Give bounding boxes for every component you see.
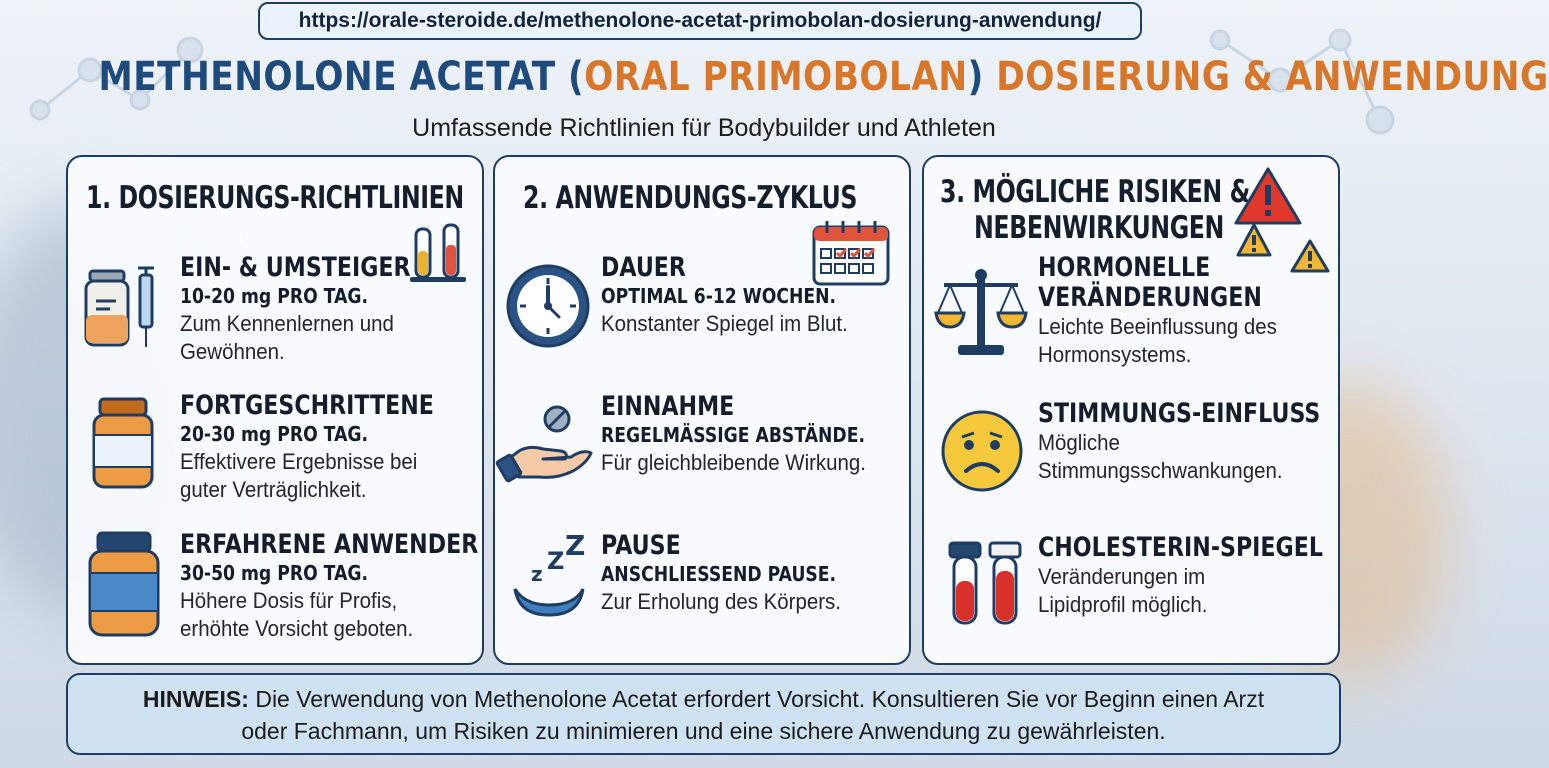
- page-title: [98, 54, 1549, 100]
- note-text: Die Verwendung von Methenolone Acetat erfordert Vorsicht. Konsultieren Sie vor Beginn einen Arzt: [248, 686, 1265, 712]
- url-text: https://orale-steroide.de/methenolone-acetat-primobolan-dosierung-anwendung/: [298, 9, 1102, 32]
- item-dose: 20-30 mg PRO TAG.: [180, 422, 369, 446]
- item-desc: guter Verträglichkeit.: [180, 477, 367, 502]
- disclaimer-note: [66, 673, 1341, 755]
- clock-icon: [503, 261, 593, 351]
- item-sub: REGELMÄSSIGE ABSTÄNDE.: [601, 423, 865, 447]
- item-desc: Zum Kennenlernen und: [180, 311, 394, 336]
- page-subtitle: Umfassende Richtlinien für Bodybuilder und Athleten: [412, 114, 996, 142]
- note-line: oder Fachmann, um Risiken zu minimieren und eine sichere Anwendung zu gewährleisten.: [241, 718, 1166, 744]
- panel-cycle: [493, 155, 911, 665]
- title-highlight: ORAL PRIMOBOLAN: [584, 54, 968, 100]
- cycle-item-intake: [601, 392, 908, 477]
- panel-risks: [922, 155, 1340, 665]
- pill-bottle-icon: [90, 395, 156, 491]
- item-title: ERFAHRENE ANWENDER: [180, 529, 479, 560]
- item-title: CHOLESTERIN-SPIEGEL: [1038, 532, 1323, 563]
- item-desc: Lipidprofil möglich.: [1038, 592, 1208, 617]
- panel-heading: NEBENWIRKUNGEN: [974, 210, 1224, 246]
- risk-item-mood: [1038, 399, 1382, 485]
- item-title: HORMONELLE: [1038, 252, 1211, 283]
- title-part: ): [967, 54, 997, 100]
- item-sub: OPTIMAL 6-12 WOCHEN.: [601, 284, 837, 308]
- item-desc: erhöhte Vorsicht geboten.: [180, 616, 414, 641]
- panel-heading: 1. DOSIERUNGS-RICHTLINIEN: [86, 180, 464, 216]
- dosage-item-beginner: [180, 253, 461, 366]
- sleep-icon: [509, 531, 593, 621]
- risk-item-hormonal: [1038, 253, 1311, 369]
- cycle-item-duration: [601, 253, 874, 338]
- item-title: EIN- & UMSTEIGER: [180, 252, 411, 283]
- item-desc: Gewöhnen.: [180, 339, 285, 364]
- dosage-item-experienced: [180, 530, 544, 643]
- blood-tubes-icon: [946, 541, 1024, 627]
- item-desc: Stimmungsschwankungen.: [1038, 458, 1283, 483]
- note-line: [68, 683, 1339, 715]
- item-title: STIMMUNGS-EINFLUSS: [1038, 398, 1321, 429]
- item-desc: Für gleichbleibende Wirkung.: [601, 450, 866, 475]
- item-desc: Zur Erholung des Körpers.: [601, 589, 841, 614]
- sad-face-icon: [940, 409, 1024, 493]
- hand-pill-icon: [499, 403, 595, 485]
- item-dose: 30-50 mg PRO TAG.: [180, 561, 369, 585]
- panel-heading: 3. MÖGLICHE RISIKEN &: [940, 174, 1250, 210]
- item-title: DAUER: [601, 252, 686, 283]
- item-sub: ANSCHLIESSEND PAUSE.: [601, 562, 837, 586]
- item-desc: Veränderungen im: [1038, 564, 1206, 589]
- title-part: METHENOLONE ACETAT (: [98, 54, 585, 100]
- svg-text:Z: Z: [565, 529, 586, 562]
- url-bar[interactable]: [258, 2, 1142, 40]
- dosage-item-advanced: [180, 391, 490, 504]
- item-desc: Hormonsystems.: [1038, 342, 1192, 367]
- note-label: HINWEIS:: [142, 686, 249, 712]
- item-title: FORTGESCHRITTENE: [180, 390, 434, 421]
- item-title: PAUSE: [601, 530, 681, 561]
- balance-scale-icon: [934, 263, 1028, 359]
- item-title: VERÄNDERUNGEN: [1038, 282, 1262, 313]
- risk-item-cholesterol: [1038, 533, 1386, 619]
- svg-text:z: z: [531, 562, 543, 586]
- panel-heading: 2. ANWENDUNGS-ZYKLUS: [523, 180, 857, 216]
- panel-dosage: [66, 155, 484, 665]
- svg-text:Z: Z: [547, 547, 565, 575]
- item-desc: Mögliche: [1038, 430, 1120, 455]
- item-title: EINNAHME: [601, 391, 735, 422]
- large-pill-bottle-icon: [86, 529, 162, 639]
- item-dose: 10-20 mg PRO TAG.: [180, 284, 369, 308]
- vial-syringe-icon: [82, 265, 166, 349]
- item-desc: Konstanter Spiegel im Blut.: [601, 311, 848, 336]
- title-highlight: DOSIERUNG & ANWENDUNG: [996, 54, 1549, 100]
- item-desc: Leichte Beeinflussung des: [1038, 314, 1277, 339]
- item-desc: Höhere Dosis für Profis,: [180, 588, 398, 613]
- item-desc: Effektivere Ergebnisse bei: [180, 449, 418, 474]
- cycle-item-break: [601, 531, 874, 616]
